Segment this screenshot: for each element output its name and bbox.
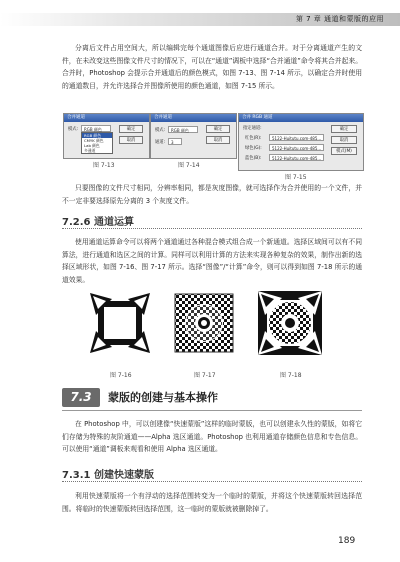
section-number-badge: 7.3 [62, 388, 100, 407]
mode-button[interactable]: 模式(M) [331, 147, 357, 155]
cancel-button[interactable]: 取消 [119, 136, 143, 144]
paragraph-calculations: 使用通道运算命令可以将两个通道通过各种混合模式组合成一个新通道。选择区域间可以有不同算法，进行通道和选区之间的计算。同样可以利用计算的方法来实现各种复杂的效果，制作出新的选择区域形状，如图 7-16、图 7-17 所示。选择“图像”/“计算”命令，则可以得到如图 7-18 所示的通道效果。 [62, 238, 362, 284]
section-title-underline [62, 410, 362, 411]
red-label: 红色(R): [245, 136, 262, 141]
paragraph-quick-mask: 利用快速蒙版将一个有浮动的选择范围转变为一个临时的蒙版，并将这个快速蒙版转回选择范围。将临时的快速蒙版转回选择范围，这一临时的蒙版就被删除掉了。 [62, 492, 362, 513]
figure-7-18-image [258, 291, 322, 355]
dialog-title: 合并 RGB 通道 [239, 114, 363, 122]
mode-option[interactable]: RGB 颜色 [82, 133, 112, 138]
figure-7-17-image [173, 292, 235, 354]
section-divider [62, 481, 362, 482]
figure-caption: 图 7-13 [93, 162, 115, 169]
section-heading: 7.3.1 创建快速蒙版 [62, 470, 154, 481]
blue-label: 蓝色(B): [245, 156, 262, 161]
figure-caption: 图 7-18 [280, 372, 302, 379]
ok-button[interactable]: 确定 [119, 125, 143, 133]
channels-label: 通道: [155, 140, 166, 145]
mode-select[interactable]: RGB 颜色 [168, 126, 198, 133]
mode-label: 模式: [68, 127, 79, 132]
mode-option[interactable]: Lab 颜色 [84, 143, 100, 148]
green-channel-select[interactable]: 5122-Huitutu.com-485... [269, 144, 324, 151]
paragraph-masks: 在 Photoshop 中，可以创建像“快速蒙版”这样的临时蒙版，也可以创建永久性的蒙版，如将它们存储为特殊的灰阶通道——Alpha 选区通道。Photoshop 也利用通道存储颜色信息和专色信息。可以使用“通道”调板来观看和使用 Alpha 选区通道。 [62, 420, 362, 453]
figure-caption: 图 7-16 [110, 372, 132, 379]
paragraph-merge-channels: 分离后文件占用空间大，所以编辑完每个通道图像后应进行通道合并。对于分离通道产生的文件，在未改变这些图像文件尺寸的情况下，可以在“通道”调板中选择“合并通道”命令将其合并起来。合并时，Photoshop 会提示合并通道后的颜色模式，如图 7-13、图 7-14 所示，以确定合并时使用的通道数目，并允许选择合并图像所使用的颜色通道，如图 7-15 所示。 [62, 44, 362, 90]
figure-caption: 图 7-15 [285, 174, 307, 181]
mode-dropdown-list [81, 132, 113, 154]
red-channel-select[interactable]: 5122-Huitutu.com-485... [269, 134, 324, 141]
section-title: 蒙版的创建与基本操作 [108, 391, 218, 404]
blue-channel-select[interactable]: 5122-Huitutu.com-485... [269, 154, 324, 161]
merge-channels-dialog [150, 113, 237, 159]
figure-caption: 图 7-14 [178, 162, 200, 169]
ok-button[interactable]: 确定 [331, 125, 357, 133]
mode-label: 模式: [155, 128, 166, 133]
mode-option[interactable]: CMYK 颜色 [84, 138, 104, 143]
figure-caption: 图 7-17 [194, 372, 216, 379]
paragraph-merge-note: 只要图像的文件尺寸相同，分辨率相同，都是灰度图像，就可选择作为合并使用的一个文件，并不一定非要选择原先分离的 3 个灰度文件。 [62, 184, 362, 205]
mode-option[interactable]: 多通道 [84, 148, 96, 153]
group-label: 指定通道: [243, 126, 262, 131]
page-number: 189 [338, 536, 356, 546]
cancel-button[interactable]: 取消 [331, 136, 357, 144]
merge-channels-dialog-with-dropdown [63, 113, 150, 159]
merge-rgb-channels-dialog [238, 113, 364, 171]
ok-button[interactable]: 确定 [206, 125, 230, 133]
mode-select[interactable]: RGB 颜色 [81, 125, 111, 132]
green-label: 绿色(G): [245, 146, 262, 151]
section-heading: 7.2.6 通道运算 [62, 217, 134, 228]
dialog-title: 合并通道 [64, 114, 149, 122]
section-divider [62, 228, 362, 229]
cancel-button[interactable]: 取消 [206, 136, 230, 144]
channels-input[interactable]: 3 [168, 138, 182, 145]
dialog-title: 合并通道 [151, 114, 236, 122]
chapter-title: 第 7 章 通道和蒙版的应用 [295, 15, 384, 23]
running-header [0, 0, 400, 30]
figure-7-16-image [90, 293, 150, 353]
